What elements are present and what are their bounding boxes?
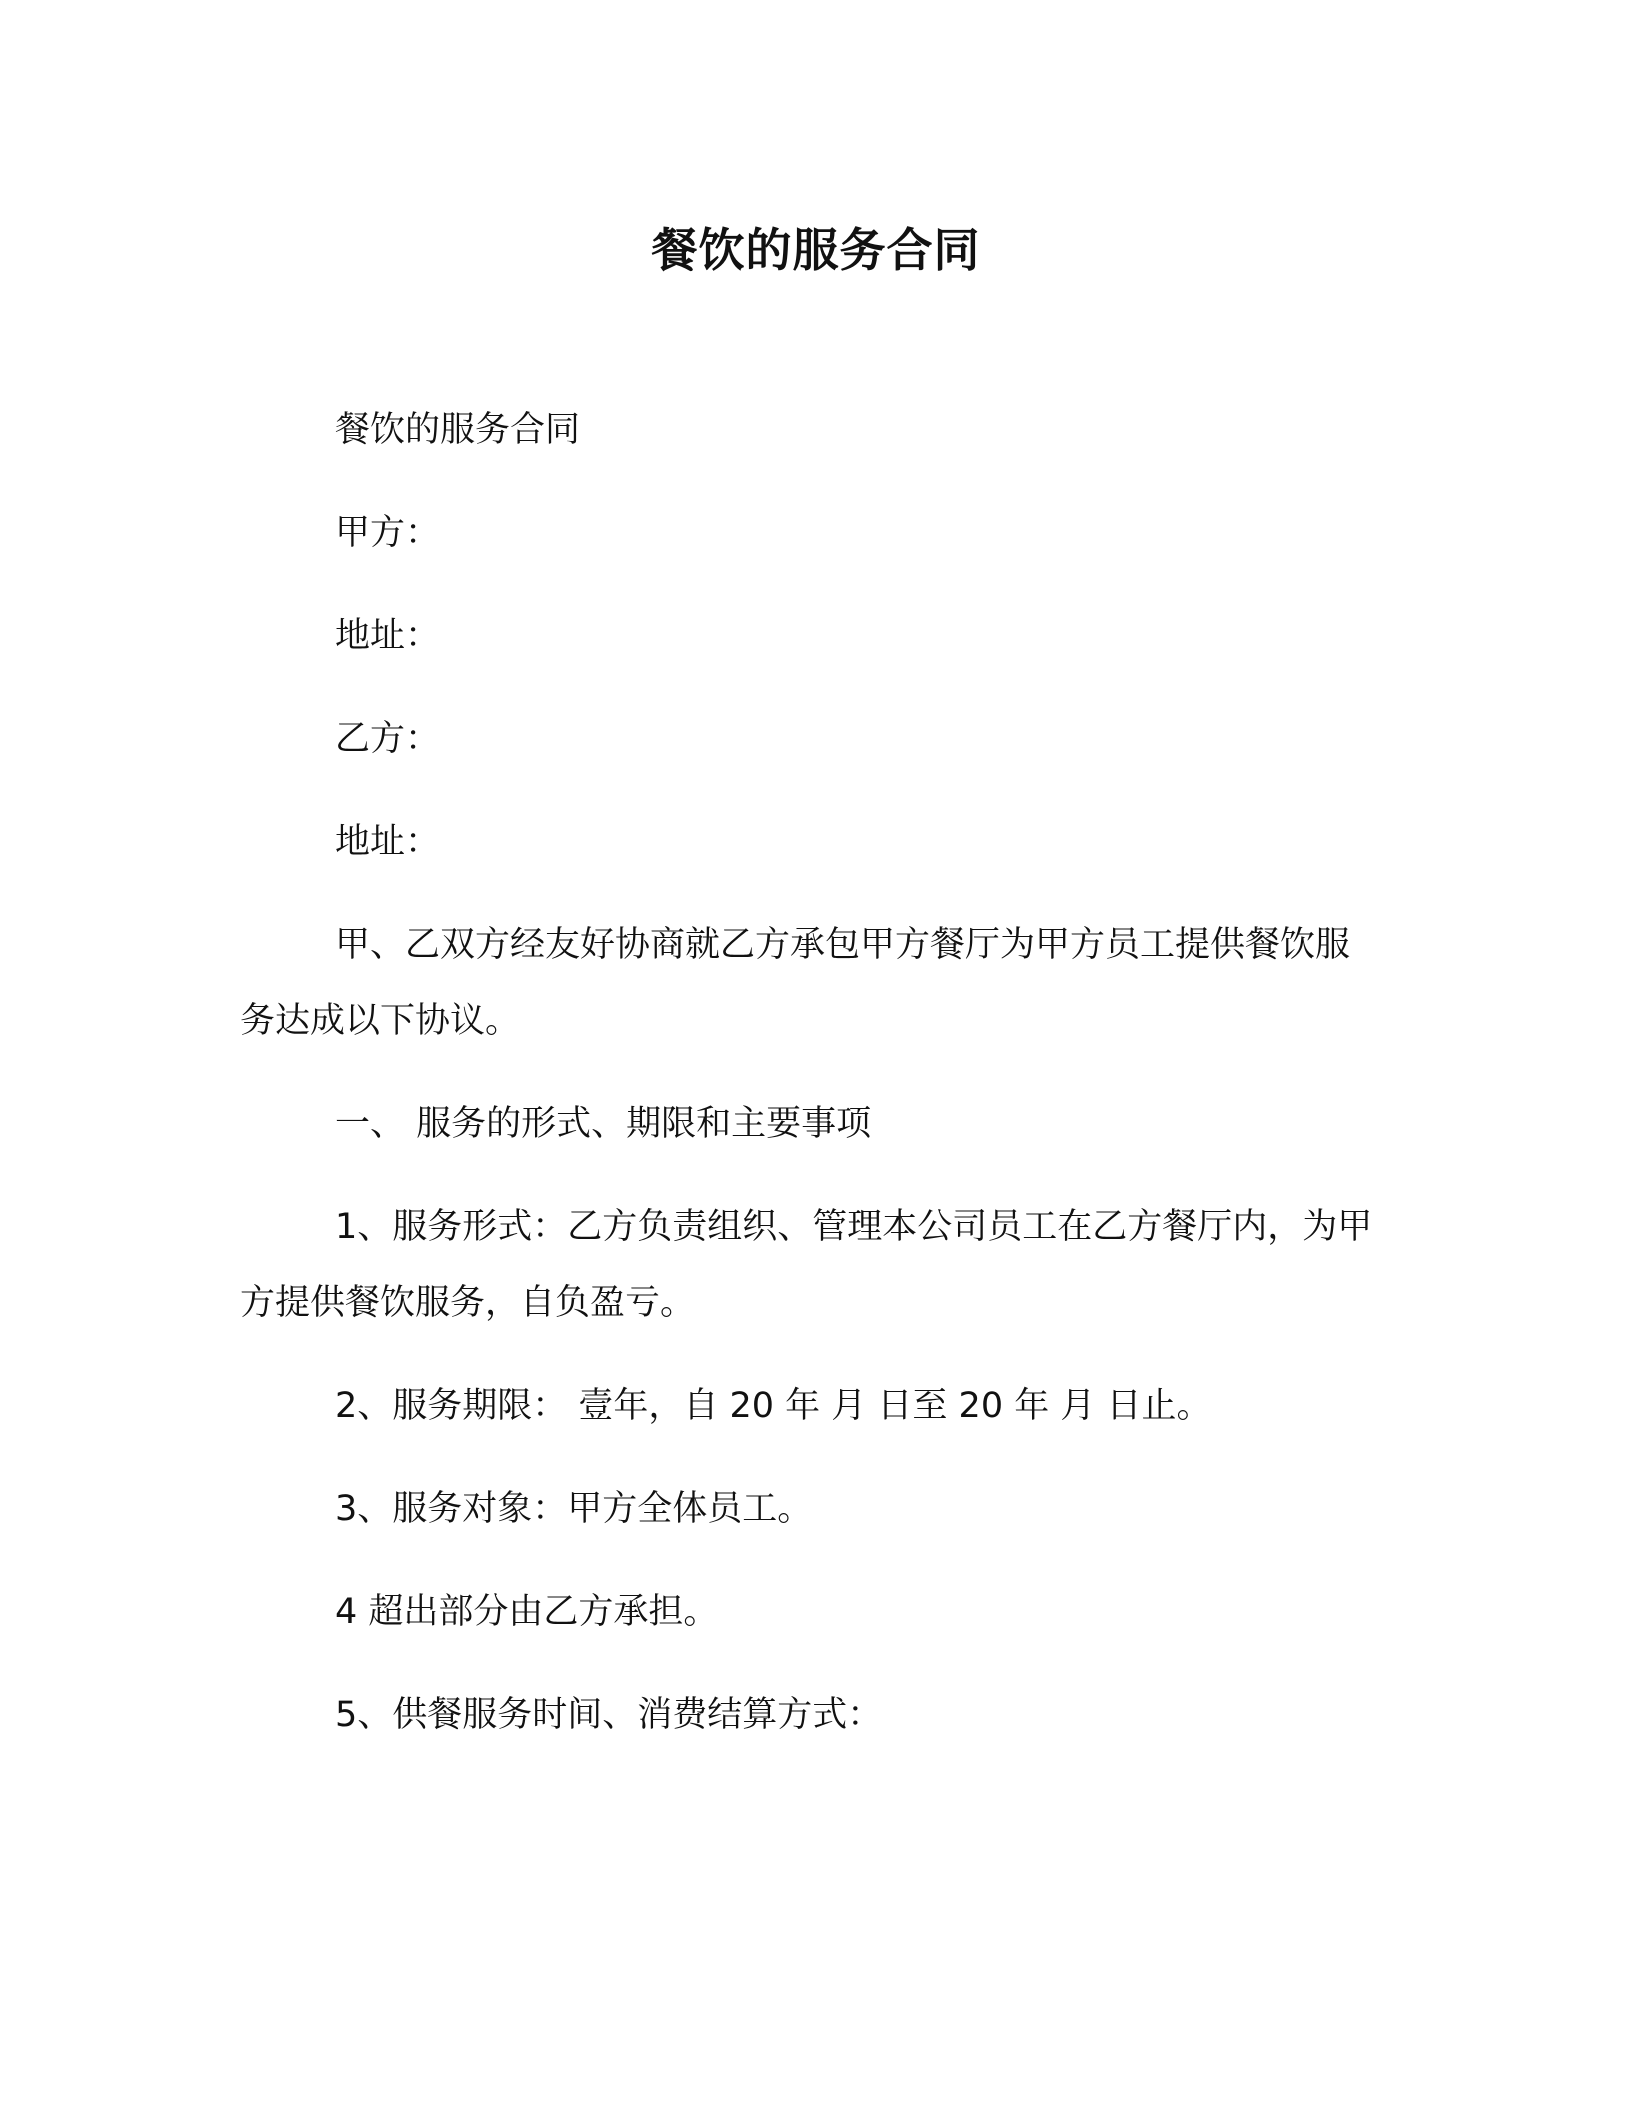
- body-paragraph: 餐饮的服务合同: [335, 410, 581, 450]
- party-b-label: 乙方：: [335, 719, 441, 759]
- clause-4: 4 超出部分由乙方承担。: [335, 1592, 719, 1632]
- clause-2: 2、服务期限： 壹年，自 20 年 月 日至 20 年 月 日止。: [335, 1386, 1212, 1426]
- party-b-address-label: 地址：: [335, 822, 441, 862]
- party-a-label: 甲方：: [335, 513, 441, 553]
- document-body: [240, 392, 1380, 1780]
- section-heading: 一、 服务的形式、期限和主要事项: [335, 1104, 872, 1144]
- document-title: 餐饮的服务合同: [651, 223, 981, 277]
- intro-paragraph: 甲、乙双方经友好协商就乙方承包甲方餐厅为甲方员工提供餐饮服务达成以下协议。: [240, 925, 1351, 1041]
- clause-3: 3、服务对象：甲方全体员工。: [335, 1489, 813, 1529]
- clause-1: 1、服务形式：乙方负责组织、管理本公司员工在乙方餐厅内，为甲方提供餐饮服务，自负盈亏。: [240, 1207, 1373, 1323]
- clause-5: 5、供餐服务时间、消费结算方式：: [335, 1695, 883, 1735]
- party-a-address-label: 地址：: [335, 616, 441, 656]
